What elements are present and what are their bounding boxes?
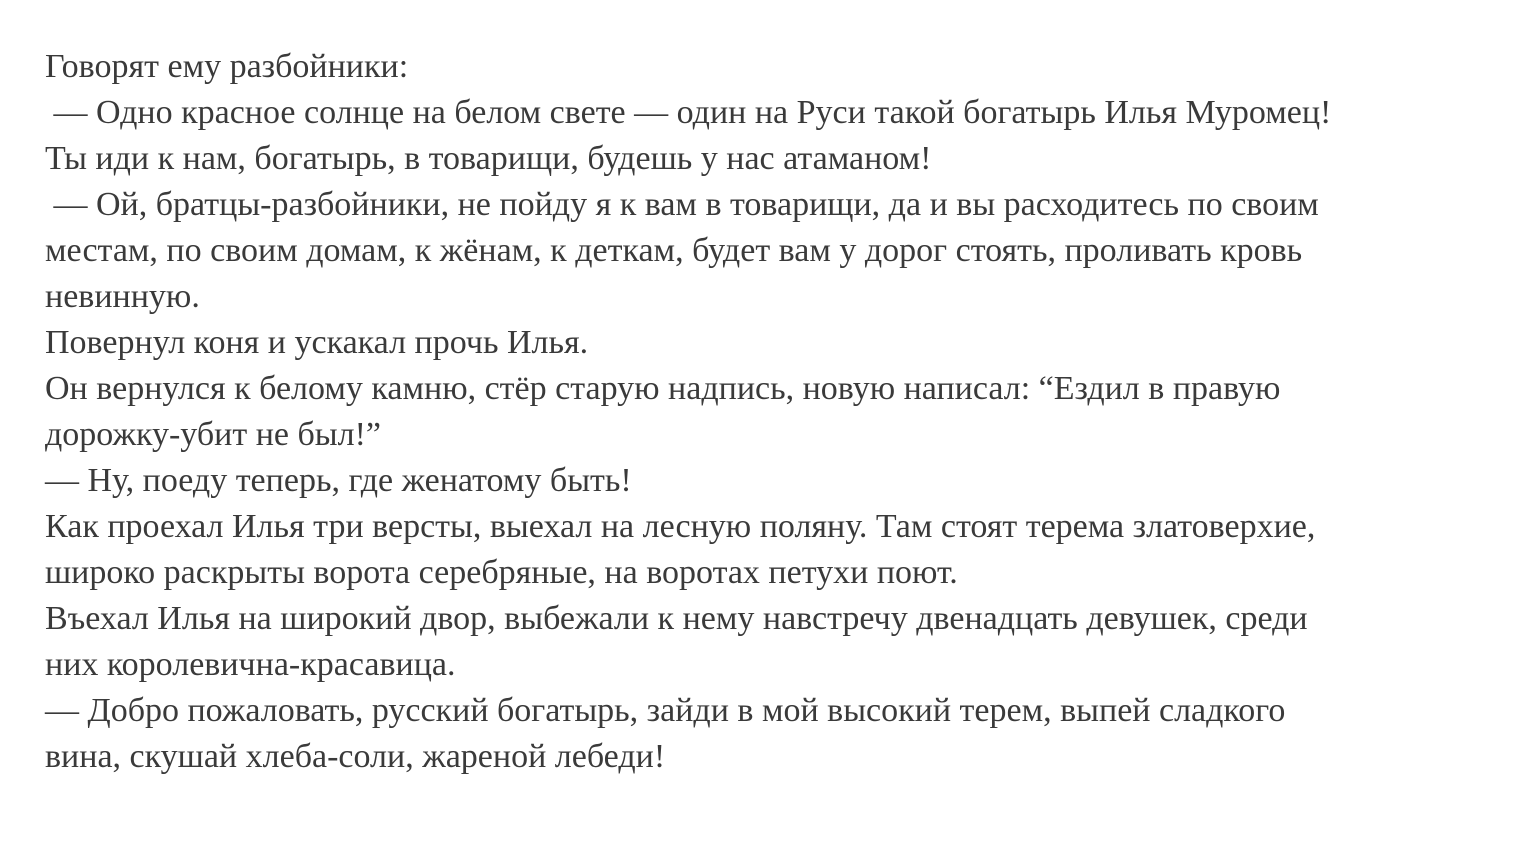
text-line-10: — Ну, поеду теперь, где женатому быть! (45, 462, 632, 499)
text-line-4: — Ой, братцы-разбойники, не пойду я к вам в товарищи, да и вы расходитесь по своим (45, 186, 1319, 223)
text-line-13: Въехал Илья на широкий двор, выбежали к нему навстречу двенадцать девушек, среди (45, 600, 1308, 637)
text-line-11: Как проехал Илья три версты, выехал на лесную поляну. Там стоят терема златоверхие, (45, 508, 1316, 545)
text-line-9: дорожку-убит не был!” (45, 416, 382, 453)
text-line-1: Говорят ему разбойники: (45, 48, 409, 85)
text-line-12: широко раскрыты ворота серебряные, на воротах петухи поют. (45, 554, 958, 591)
text-line-15: — Добро пожаловать, русский богатырь, зайди в мой высокий терем, выпей сладкого (45, 692, 1286, 729)
document-text (45, 44, 1505, 780)
text-line-8: Он вернулся к белому камню, стёр старую надпись, новую написал: “Ездил в правую (45, 370, 1281, 407)
text-line-2: — Одно красное солнце на белом свете — один на Руси такой богатырь Илья Муромец! (45, 94, 1332, 131)
text-line-14: них королевична-красавица. (45, 646, 456, 683)
text-line-6: невинную. (45, 278, 200, 315)
text-line-16: вина, скушай хлеба-соли, жареной лебеди! (45, 738, 666, 775)
text-line-3: Ты иди к нам, богатырь, в товарищи, будешь у нас атаманом! (45, 140, 932, 177)
text-line-5: местам, по своим домам, к жёнам, к деткам, будет вам у дорог стоять, проливать кровь (45, 232, 1303, 269)
text-line-7: Повернул коня и ускакал прочь Илья. (45, 324, 589, 361)
